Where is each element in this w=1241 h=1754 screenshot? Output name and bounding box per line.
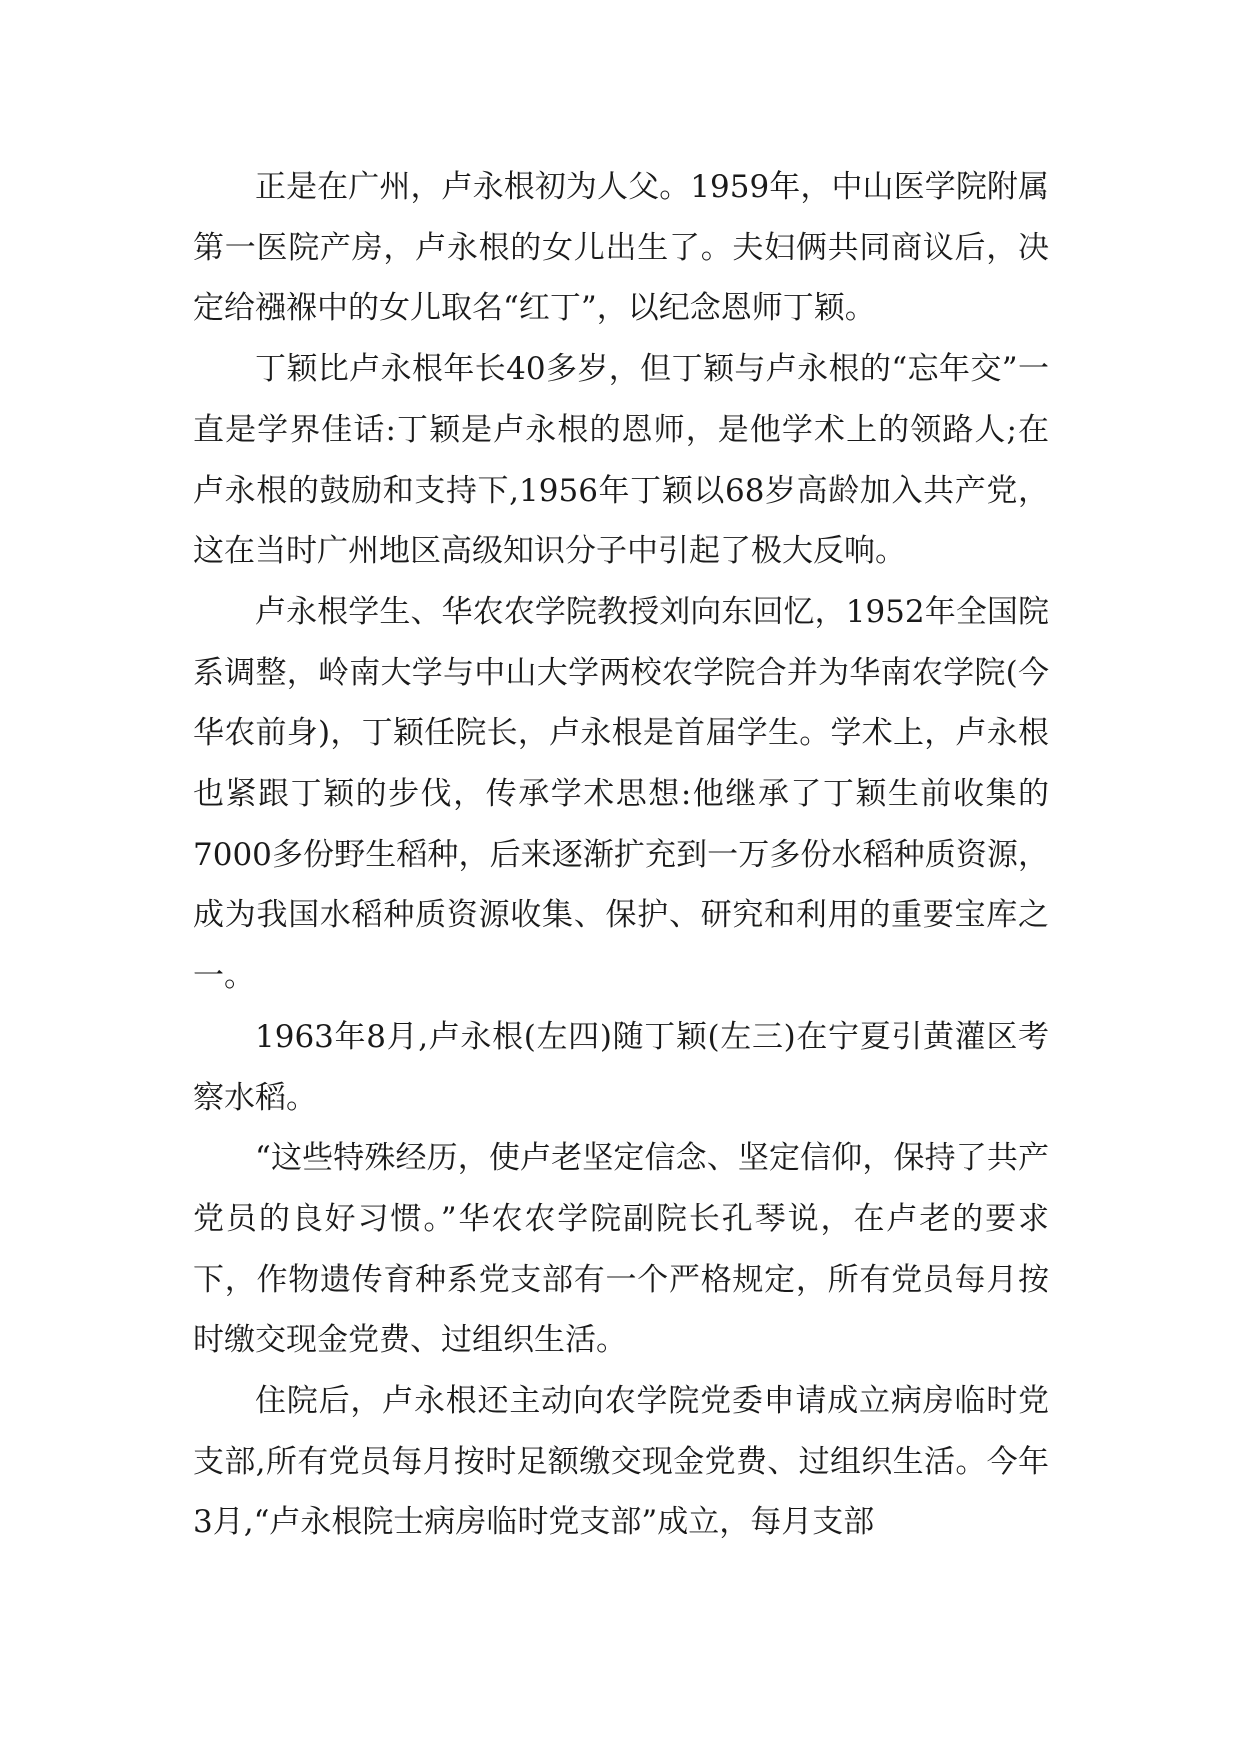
article-body xyxy=(193,157,1049,1553)
paragraph-6: 住院后，卢永根还主动向农学院党委申请成立病房临时党支部,所有党员每月按时足额缴交现金党费、过组织生活。今年3月,“卢永根院士病房临时党支部”成立，每月支部 xyxy=(193,1383,1049,1541)
paragraph-4: 1963年8月,卢永根(左四)随丁颖(左三)在宁夏引黄灌区考察水稻。 xyxy=(193,1018,1049,1116)
paragraph-3: 卢永根学生、华农农学院教授刘向东回忆，1952年全国院系调整，岭南大学与中山大学两校农学院合并为华南农学院(今华农前身)，丁颖任院长，卢永根是首届学生。学术上，卢永根也紧跟丁颖的步伐，传承学术思想:他继承了丁颖生前收集的7000多份野生稻种，后来逐渐扩充到一万多份水稻种质资源，成为我国水稻种质资源收集、保护、研究和利用的重要宝库之一。 xyxy=(193,593,1049,995)
paragraph-1: 正是在广州，卢永根初为人父。1959年，中山医学院附属第一医院产房，卢永根的女儿出生了。夫妇俩共同商议后，决定给襁褓中的女儿取名“红丁”，以纪念恩师丁颖。 xyxy=(193,169,1049,327)
paragraph-5: “这些特殊经历，使卢老坚定信念、坚定信仰，保持了共产党员的良好习惯。”华农农学院副院长孔琴说，在卢老的要求下，作物遗传育种系党支部有一个严格规定，所有党员每月按时缴交现金党费、过组织生活。 xyxy=(193,1140,1049,1359)
paragraph-2: 丁颖比卢永根年长40多岁，但丁颖与卢永根的“忘年交”一直是学界佳话:丁颖是卢永根的恩师，是他学术上的领路人;在卢永根的鼓励和支持下,1956年丁颖以68岁高龄加入共产党，这在当时广州地区高级知识分子中引起了极大反响。 xyxy=(193,351,1049,570)
